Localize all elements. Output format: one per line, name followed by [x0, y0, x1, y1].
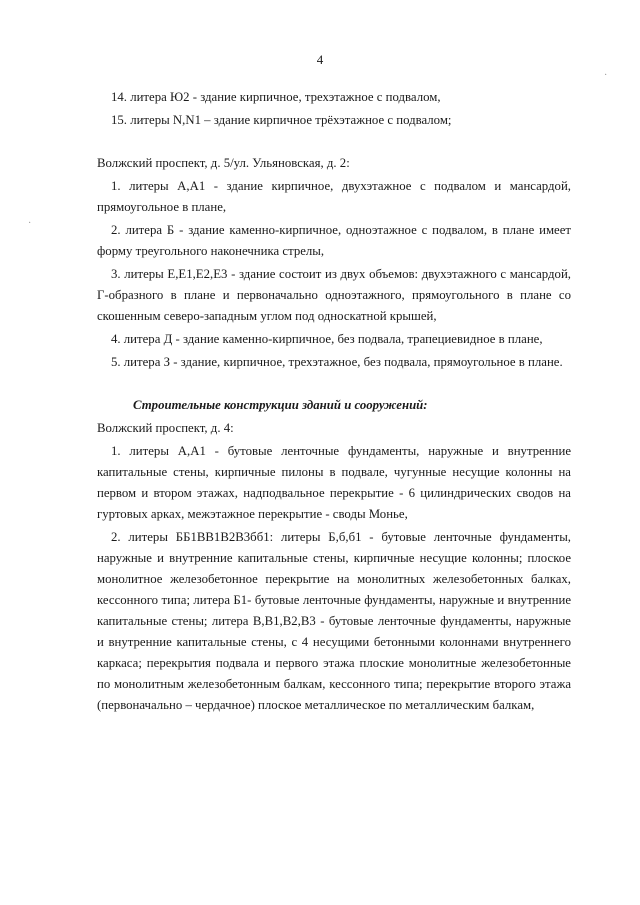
section-heading: Строительные конструкции зданий и сооружений: — [133, 398, 428, 412]
list-item: 1. литеры А,А1 - здание кирпичное, двухэтажное с подвалом и мансардой, прямоугольное в плане, — [97, 179, 571, 214]
list-item: 2. литеры ББ1ВВ1В2В3бб1: литеры Б,б,б1 - бутовые ленточные фундаменты, наружные и внутренние капитальные стены, кирпичные несущие колонны; плоское монолитное железобетонное перекрытие на монолитных железобетонных балках, кессонного типа; литера Б1- бутовые ленточные фундаменты, наружные и внутренние капитальные стены; литера В,В1,В2,В3 - бутовые ленточные фундаменты, наружные и внутренние капитальные стены, с 4 несущими бетонными колоннами внутреннего каркаса; перекрытия подвала и первого этажа плоские монолитные железобетонные по монолитным железобетонным балкам, кессонного типа; перекрытие второго этажа (первоначально – чердачное) плоское металлическое по металлическим балкам, — [97, 530, 571, 712]
address-line: Волжский проспект, д. 4: — [97, 421, 234, 435]
page-number: 4 — [316, 52, 324, 67]
scan-mark: · — [28, 218, 32, 229]
address-line: Волжский проспект, д. 5/ул. Ульяновская, д. 2: — [97, 156, 350, 170]
list-item: 3. литеры Е,Е1,Е2,Е3 - здание состоит из двух объемов: двухэтажного с мансардой, Г-образного в плане и первоначально одноэтажного, прямоугольного в плане со скошенным северо-западным углом под односкатной крышей, — [97, 267, 571, 323]
list-item: 4. литера Д - здание каменно-кирпичное, без подвала, трапециевидное в плане, — [111, 332, 543, 346]
document-body — [97, 87, 571, 718]
list-item: 2. литера Б - здание каменно-кирпичное, одноэтажное с подвалом, в плане имеет форму треугольного наконечника стрелы, — [97, 223, 571, 258]
spacer — [97, 133, 571, 153]
spacer — [97, 375, 571, 395]
list-item: 5. литера З - здание, кирпичное, трехэтажное, без подвала, прямоугольное в плане. — [111, 355, 563, 369]
list-item: 1. литеры А,А1 - бутовые ленточные фундаменты, наружные и внутренние капитальные стены, кирпичные пилоны в подвале, чугунные несущие колонны на первом и втором этажах, надподвальное перекрытие - 6 цилиндрических сводов на гуртовых арках, межэтажное перекрытие - своды Монье, — [97, 444, 571, 521]
list-item: 15. литеры N,N1 – здание кирпичное трёхэтажное с подвалом; — [111, 113, 452, 127]
list-item: 14. литера Ю2 - здание кирпичное, трехэтажное с подвалом, — [111, 90, 441, 104]
scan-mark: · — [604, 70, 608, 81]
